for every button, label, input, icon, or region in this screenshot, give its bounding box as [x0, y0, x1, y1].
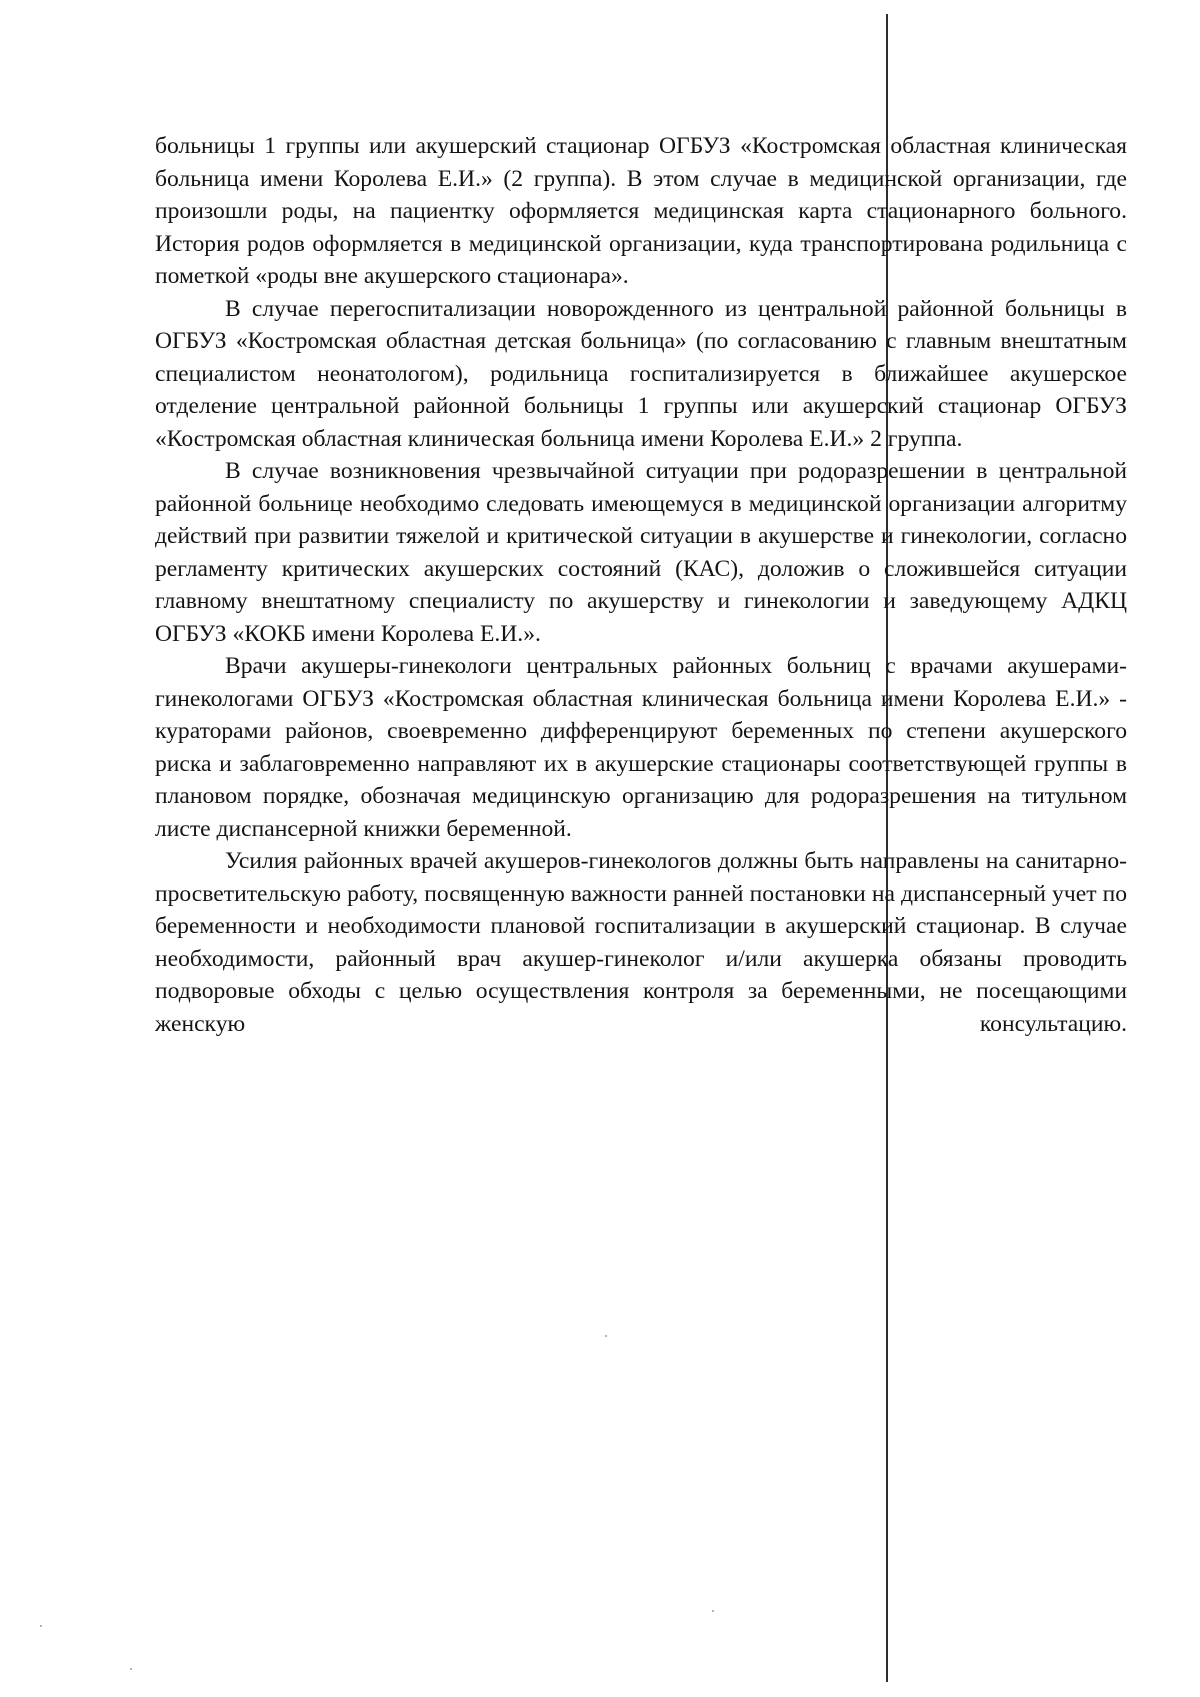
paragraph-1: больницы 1 группы или акушерский стационар ОГБУЗ «Костромская областная клиническая больница имени Королева Е.И.» (2 группа). В этом случае в медицинской организации, где произошли роды, на пациентку оформляется медицинская карта стационарного больного. История родов оформляется в медицинской организации, куда транспортирована родильница с пометкой «роды вне акушерского стационара».: [155, 133, 1127, 289]
scan-speck: [130, 1668, 132, 1670]
paragraph-5: Усилия районных врачей акушеров-гинекологов должны быть направлены на санитарно-просветительскую работу, посвященную важности ранней постановки на диспансерный учет по беременности и необходимости плановой госпитализации в акушерский стационар. В случае необходимости, районный врач акушер-гинеколог и/или акушерка обязаны проводить подворовые обходы с целью осуществления контроля за беременными, не посещающими женскую консультацию.: [155, 848, 1127, 1037]
document-body: [155, 130, 1127, 1040]
paragraph-4: Врачи акушеры-гинекологи центральных районных больниц с врачами акушерами-гинекологами ОГБУЗ «Костромская областная клиническая больница имени Королева Е.И.» - кураторами районов, своевременно дифференцируют беременных по степени акушерского риска и заблаговременно направляют их в акушерские стационары соответствующей группы в плановом порядке, обозначая медицинскую организацию для родоразрешения на титульном листе диспансерной книжки беременной.: [155, 653, 1127, 842]
scan-speck: [40, 1625, 42, 1627]
paragraph-3: В случае возникновения чрезвычайной ситуации при родоразрешении в центральной районной больнице необходимо следовать имеющемуся в медицинской организации алгоритму действий при развитии тяжелой и критической ситуации в акушерстве и гинекологии, согласно регламенту критических акушерских состояний (КАС), доложив о сложившейся ситуации главному внештатному специалисту по акушерству и гинекологии и заведующему АДКЦ ОГБУЗ «КОКБ имени Королева Е.И.».: [155, 458, 1127, 647]
scan-speck: [712, 1610, 714, 1612]
scan-speck: [605, 1335, 607, 1337]
paragraph-2: В случае перегоспитализации новорожденного из центральной районной больницы в ОГБУЗ «Костромская областная детская больница» (по согласованию с главным внештатным специалистом неонатологом), родильница госпитализируется в ближайшее акушерское отделение центральной районной больницы 1 группы или акушерский стационар ОГБУЗ «Костромская областная клиническая больница имени Королева Е.И.» 2 группа.: [155, 295, 1127, 452]
